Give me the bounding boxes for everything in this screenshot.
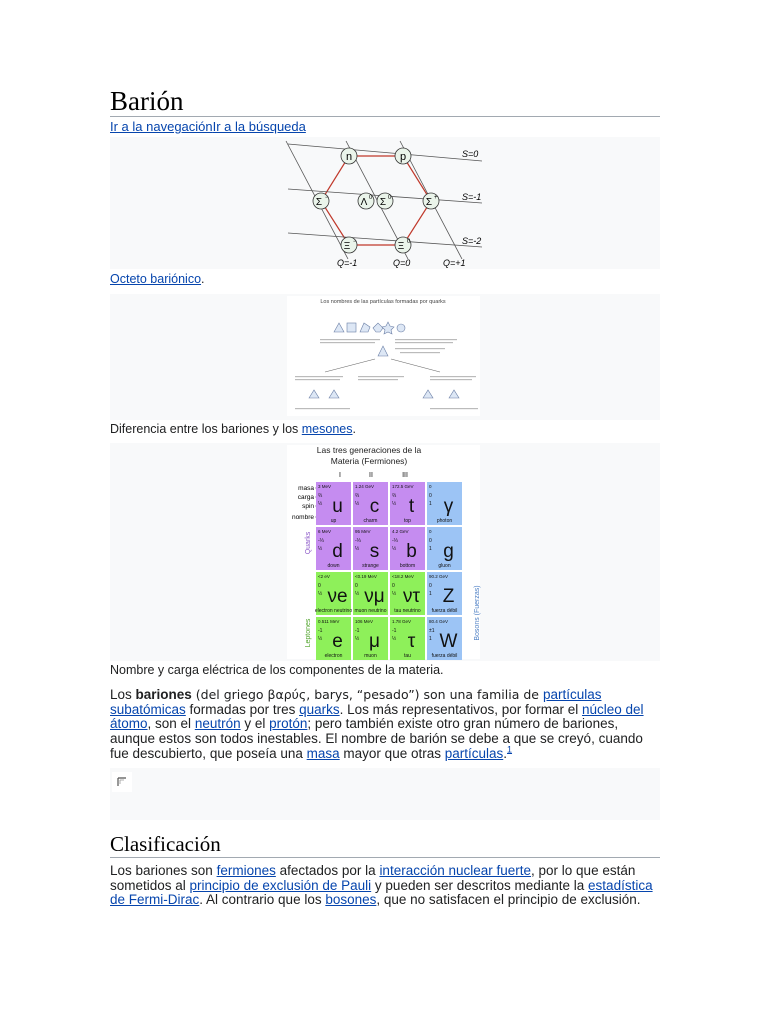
cell-mass: 0.511 MeV bbox=[318, 619, 340, 624]
cell-charge: 0 bbox=[392, 583, 395, 589]
cell-symbol: u bbox=[332, 496, 343, 517]
neutron-link[interactable]: neutrón bbox=[194, 716, 241, 732]
cell-mass: <0.19 MeV bbox=[355, 574, 377, 579]
cell-name: fuerza débil bbox=[431, 608, 458, 614]
strangeness-label: S=-2 bbox=[462, 236, 482, 246]
intro-paragraph: Los bariones (del griego βαρύς, barys, “pesado”) son una familia de partículas subatómicas formadas por tres quarks. Los más representativos, por formar el núcleo del átomo, son el neutrón y el protón; pero también existe otro gran número de bariones, aunque estos son todos inestables. El nombre de barión se debe a que se creyó, cuando fue descubierto, que poseía una masa mayor que otras partículas.$^1$ bbox=[110, 687, 644, 761]
cell-spin: 1 bbox=[429, 546, 432, 552]
cell-symbol: γ bbox=[443, 496, 454, 517]
svg-text:+: + bbox=[434, 195, 438, 201]
cell-mass: <18.2 MeV bbox=[392, 574, 414, 579]
classification-paragraph: Los bariones son fermiones afectados por la interacción nuclear fuerte, por lo que están sometidos al principio de exclusión de Pauli y pueden ser descritos mediante la estadística de Fermi-Dirac. Al contrario que los bosones, que no satisfacen el principio de exclusión. bbox=[110, 863, 653, 908]
title-divider bbox=[110, 116, 660, 117]
particle-cell bbox=[315, 572, 352, 615]
masa-link[interactable]: masa bbox=[306, 745, 340, 761]
interaccion-nuclear-fuerte-link[interactable]: interacción nuclear fuerte bbox=[379, 863, 532, 878]
particle-cell bbox=[353, 617, 388, 660]
cell-symbol: ντ bbox=[402, 586, 421, 607]
reference-1-link[interactable]: 1 bbox=[507, 744, 513, 755]
bariones-bold: bariones bbox=[135, 687, 192, 702]
svg-text:Ξ: Ξ bbox=[397, 241, 405, 252]
row-label: masa bbox=[298, 485, 314, 492]
cell-symbol: νμ bbox=[364, 586, 385, 607]
cell-spin: ½ bbox=[318, 546, 323, 552]
cell-name: electron neutrino bbox=[314, 608, 353, 614]
particle-xi-zero bbox=[395, 237, 411, 253]
particle-cell bbox=[427, 482, 462, 525]
particle-sigma-plus bbox=[423, 193, 439, 209]
particulas-subatomicas-link[interactable]: partículas subatómicas bbox=[110, 687, 602, 717]
cell-spin: 1 bbox=[429, 591, 432, 597]
strangeness-label: S=0 bbox=[462, 149, 479, 159]
cell-symbol: d bbox=[332, 541, 343, 562]
charge-label: Q=0 bbox=[393, 258, 411, 268]
cell-mass: 3 MeV bbox=[318, 484, 332, 489]
cell-spin: ½ bbox=[355, 546, 360, 552]
cell-mass: 172.5 GeV bbox=[392, 484, 414, 489]
particle-cell bbox=[390, 527, 425, 570]
cell-spin: ½ bbox=[318, 636, 323, 642]
cell-spin: 1 bbox=[429, 501, 432, 507]
cell-spin: ½ bbox=[392, 546, 397, 552]
octet-diagram bbox=[110, 137, 660, 269]
particle-cell bbox=[316, 482, 351, 525]
strangeness-label: S=-1 bbox=[462, 192, 482, 202]
cell-spin: ½ bbox=[318, 591, 323, 597]
cell-mass: 90.2 GeV bbox=[429, 574, 449, 579]
baryons-mesons-figure bbox=[110, 294, 660, 420]
strangeness-line bbox=[288, 144, 482, 161]
particle-cell bbox=[316, 617, 351, 660]
page-title: Barión bbox=[110, 86, 184, 116]
cell-spin: ½ bbox=[355, 636, 360, 642]
row-label: nombre bbox=[291, 514, 314, 521]
fermiones-link[interactable]: fermiones bbox=[216, 863, 276, 878]
particle-lambda bbox=[358, 193, 374, 209]
cell-charge: 0 bbox=[355, 583, 358, 589]
svg-text:Ξ: Ξ bbox=[343, 241, 351, 252]
particle-sigma-minus bbox=[313, 193, 329, 209]
cell-symbol: e bbox=[332, 631, 343, 652]
particle-cell bbox=[390, 617, 425, 660]
particle-cell bbox=[390, 482, 425, 525]
particle-cell bbox=[427, 617, 462, 660]
generations-caption: Nombre y carga eléctrica de los componentes de la materia. bbox=[110, 663, 444, 677]
particle-sigma-zero bbox=[377, 193, 393, 209]
cell-mass: 80.4 GeV bbox=[429, 619, 449, 624]
cell-symbol: νe bbox=[327, 586, 348, 607]
particulas-link[interactable]: partículas bbox=[444, 745, 504, 761]
generations-figure bbox=[110, 443, 660, 661]
cell-name: up bbox=[330, 518, 337, 524]
cell-name: photon bbox=[436, 518, 453, 524]
mesones-link[interactable]: mesones bbox=[301, 422, 353, 436]
cell-mass: 106 MeV bbox=[355, 619, 374, 624]
cell-charge: 0 bbox=[429, 583, 432, 589]
bosons-group-label: Bosons (Fuerzas) bbox=[474, 585, 481, 641]
cell-spin: ½ bbox=[355, 591, 360, 597]
table-heading: Materia (Fermiones) bbox=[330, 456, 408, 466]
svg-text:p: p bbox=[399, 151, 407, 163]
cell-mass: 0 bbox=[429, 529, 432, 534]
svg-text:0: 0 bbox=[369, 195, 373, 201]
svg-text:Σ: Σ bbox=[425, 197, 433, 208]
cell-symbol: g bbox=[443, 541, 454, 562]
goto-navigation-link[interactable]: Ir a la navegación bbox=[110, 119, 213, 134]
cell-name: muon neutrino bbox=[354, 608, 387, 614]
svg-text:−: − bbox=[325, 195, 329, 201]
cell-name: electron bbox=[324, 653, 343, 659]
cell-charge: ±1 bbox=[429, 628, 435, 634]
cell-charge: -⅓ bbox=[318, 538, 324, 544]
proton-link[interactable]: protón bbox=[269, 716, 308, 732]
cell-charge: 0 bbox=[429, 493, 432, 499]
cell-mass: 4.2 GeV bbox=[392, 529, 409, 534]
svg-text:Σ: Σ bbox=[379, 197, 387, 208]
goto-search-link[interactable]: Ir a la búsqueda bbox=[212, 119, 306, 134]
quarks-group-label: Quarks bbox=[305, 531, 312, 555]
cell-charge: -1 bbox=[392, 628, 397, 634]
principio-exclusion-pauli-link[interactable]: principio de exclusión de Pauli bbox=[189, 877, 372, 893]
cell-charge: -⅓ bbox=[355, 538, 361, 544]
cell-name: bottom bbox=[399, 563, 416, 569]
cell-symbol: c bbox=[369, 496, 380, 517]
cell-symbol: Z bbox=[442, 586, 455, 607]
cell-symbol: b bbox=[406, 541, 417, 562]
cell-name: tau bbox=[404, 653, 411, 659]
particle-cell bbox=[390, 572, 425, 615]
generation-label: III bbox=[402, 472, 408, 479]
cell-mass: 0 bbox=[429, 484, 432, 489]
baryons-mesons-diagram bbox=[110, 294, 660, 420]
octeto-barionico-link[interactable]: Octeto bariónico bbox=[110, 272, 202, 286]
estadistica-fermi-dirac-link[interactable]: estadística de Fermi-Dirac bbox=[110, 877, 653, 908]
cell-mass: 1.78 GeV bbox=[392, 619, 412, 624]
particle-cell bbox=[427, 527, 462, 570]
cell-charge: 0 bbox=[318, 583, 321, 589]
bosones-link[interactable]: bosones bbox=[325, 892, 377, 908]
row-label: spin bbox=[302, 503, 314, 510]
particle-xi-minus bbox=[341, 237, 357, 253]
svg-text:Λ: Λ bbox=[360, 197, 368, 208]
octet-caption: Octeto bariónico. bbox=[110, 272, 205, 286]
particle-cell bbox=[316, 527, 351, 570]
quarks-link[interactable]: quarks bbox=[299, 701, 340, 717]
cell-charge: -1 bbox=[355, 628, 360, 634]
cell-name: top bbox=[404, 518, 411, 524]
cell-symbol: τ bbox=[407, 631, 416, 652]
generations-table bbox=[110, 443, 660, 661]
cell-mass: 1.24 GeV bbox=[355, 484, 375, 489]
svg-text:0: 0 bbox=[407, 239, 411, 245]
figure-heading: Los nombres de las partículas formadas por quarks bbox=[320, 299, 446, 305]
cell-charge: 0 bbox=[429, 538, 432, 544]
cell-mass: <2 eV bbox=[318, 574, 330, 579]
cell-name: down bbox=[327, 563, 340, 569]
skip-links bbox=[110, 119, 306, 135]
cell-name: tau neutrino bbox=[394, 608, 421, 614]
cell-symbol: W bbox=[439, 631, 458, 652]
cell-spin: ½ bbox=[355, 501, 360, 507]
svg-text:−: − bbox=[353, 239, 357, 245]
octet-figure bbox=[110, 137, 660, 269]
cell-mass: 6 MeV bbox=[318, 529, 332, 534]
cell-spin: ½ bbox=[392, 591, 397, 597]
broken-image-icon bbox=[112, 772, 132, 792]
cell-charge: ⅔ bbox=[318, 493, 323, 499]
leptons-group-label: Leptones bbox=[305, 618, 312, 648]
cell-name: gluon bbox=[438, 563, 451, 569]
charge-label: Q=+1 bbox=[443, 258, 466, 268]
generation-label: I bbox=[339, 472, 341, 479]
cell-charge: -⅓ bbox=[392, 538, 398, 544]
section-divider bbox=[110, 857, 660, 858]
cell-charge: -1 bbox=[318, 628, 323, 634]
baryons-mesons-caption: Diferencia entre los bariones y los mesones. bbox=[110, 422, 356, 436]
particle-cell bbox=[353, 527, 388, 570]
cell-name: muon bbox=[364, 653, 377, 659]
cell-charge: ⅔ bbox=[355, 493, 360, 499]
cell-name: strange bbox=[362, 563, 379, 569]
particle-p bbox=[395, 148, 411, 164]
cell-spin: ½ bbox=[318, 501, 323, 507]
cell-name: fuerza débil bbox=[431, 653, 458, 659]
cell-symbol: μ bbox=[369, 631, 380, 652]
section-heading-clasificacion: Clasificación bbox=[110, 832, 221, 856]
cell-spin: ½ bbox=[392, 636, 397, 642]
nucleo-atomo-link[interactable]: núcleo del átomo bbox=[110, 701, 644, 732]
particle-n bbox=[341, 148, 357, 164]
cell-spin: 1 bbox=[429, 636, 432, 642]
cell-charge: ⅔ bbox=[392, 493, 397, 499]
cell-mass: 95 MeV bbox=[355, 529, 371, 534]
table-heading: Las tres generaciones de la bbox=[316, 445, 422, 455]
svg-text:Σ: Σ bbox=[315, 197, 323, 208]
particle-cell bbox=[353, 572, 388, 615]
svg-text:n: n bbox=[345, 151, 353, 163]
cell-name: charm bbox=[363, 518, 378, 524]
generation-label: II bbox=[369, 472, 373, 479]
charge-label: Q=-1 bbox=[337, 258, 358, 268]
cell-symbol: t bbox=[408, 496, 415, 517]
svg-text:0: 0 bbox=[388, 195, 392, 201]
cell-spin: ½ bbox=[392, 501, 397, 507]
row-label: carga bbox=[297, 494, 314, 501]
media-placeholder-box bbox=[110, 768, 660, 820]
particle-cell bbox=[353, 482, 388, 525]
cell-symbol: s bbox=[369, 541, 380, 562]
particle-cell bbox=[427, 572, 462, 615]
